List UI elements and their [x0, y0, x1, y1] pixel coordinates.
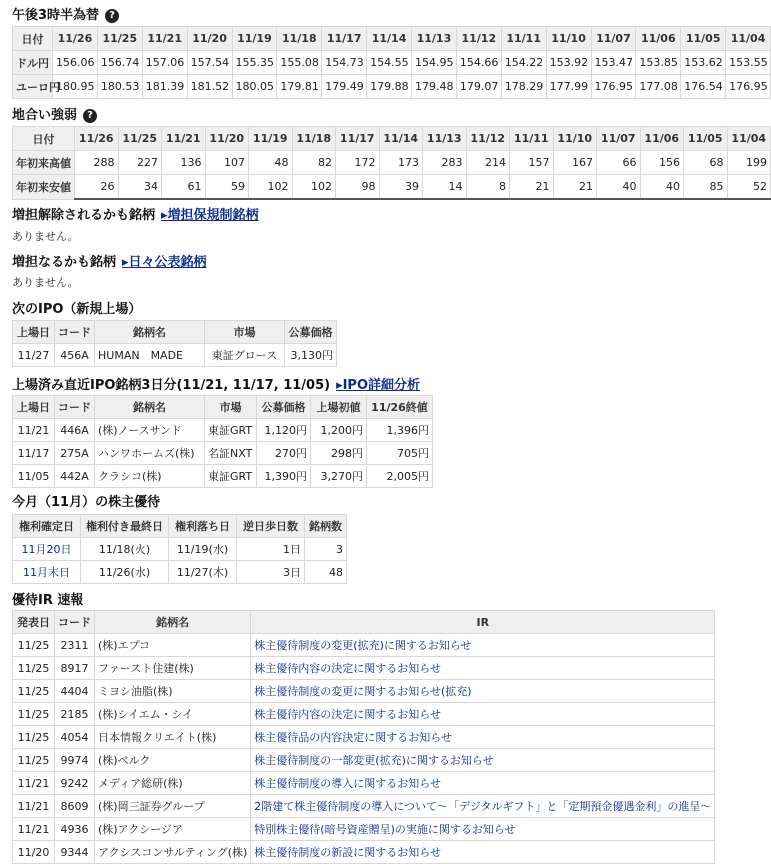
date-header: 11/05 — [684, 127, 728, 151]
table-link[interactable]: 株主優待内容の決定に関するお知らせ — [251, 703, 715, 726]
date-header: 11/07 — [591, 27, 636, 51]
value-cell: 61 — [162, 175, 206, 200]
value-cell: 179.49 — [322, 75, 367, 99]
margin-regulation-link[interactable]: ▸増担保規制銘柄 — [161, 208, 259, 223]
table-link[interactable]: 株主優待内容の決定に関するお知らせ — [251, 657, 715, 680]
table-link[interactable]: 株主優待制度の一部変更(拡充)に関するお知らせ — [251, 749, 715, 772]
value-cell: 48 — [249, 151, 293, 175]
value-cell: 214 — [466, 151, 510, 175]
table-cell: 9344 — [55, 841, 95, 864]
table-cell: 11/25 — [13, 703, 55, 726]
table-row — [13, 561, 347, 584]
value-cell: 176.54 — [681, 75, 726, 99]
date-header: 11/17 — [336, 127, 380, 151]
table-cell: 705円 — [367, 442, 433, 465]
table-cell: 1日 — [237, 538, 305, 561]
column-header: 逆日歩日数 — [237, 515, 305, 538]
table-link[interactable]: 株主優待品の内容決定に関するお知らせ — [251, 726, 715, 749]
value-cell: 180.53 — [97, 75, 142, 99]
value-cell: 39 — [379, 175, 423, 200]
ipo-analysis-link[interactable]: ▸IPO詳細分析 — [336, 378, 421, 393]
table-link[interactable]: 株主優待制度の変更に関するお知らせ(拡充) — [251, 680, 715, 703]
date-header: 11/12 — [466, 127, 510, 151]
table-cell: ファースト住建(株) — [95, 657, 251, 680]
daily-announce-link[interactable]: ▸日々公表銘柄 — [122, 255, 207, 270]
table-cell: 11/21 — [13, 419, 55, 442]
table-cell: 4936 — [55, 818, 95, 841]
date-header-label: 日付 — [13, 27, 53, 51]
table-row — [13, 657, 715, 680]
date-header: 11/10 — [553, 127, 597, 151]
value-cell: 154.95 — [412, 51, 457, 75]
header-row — [13, 396, 433, 419]
table-row — [13, 680, 715, 703]
table-cell: 3,130円 — [285, 344, 337, 367]
value-cell: 156.74 — [97, 51, 142, 75]
date-header: 11/25 — [118, 127, 162, 151]
table-cell: ハンワホームズ(株) — [95, 442, 205, 465]
header-row — [13, 127, 771, 151]
value-cell: 154.66 — [456, 51, 501, 75]
value-cell: 82 — [292, 151, 336, 175]
column-header: 銘柄数 — [305, 515, 347, 538]
table-cell: メディア総研(株) — [95, 772, 251, 795]
table-cell: 11/21 — [13, 795, 55, 818]
value-cell: 153.62 — [681, 51, 726, 75]
table-cell: 11/27(木) — [169, 561, 237, 584]
date-header: 11/18 — [292, 127, 336, 151]
row-label: ドル円 — [13, 51, 53, 75]
date-header: 11/07 — [597, 127, 641, 151]
value-cell: 136 — [162, 151, 206, 175]
date-header: 11/26 — [75, 127, 119, 151]
column-header: 11/26終値 — [367, 396, 433, 419]
margin-release-note: ありません。 — [12, 230, 79, 243]
value-cell: 227 — [118, 151, 162, 175]
recent-ipo-table — [12, 395, 433, 488]
date-header: 11/25 — [97, 27, 142, 51]
table-cell: アクシスコンサルティング(株) — [95, 841, 251, 864]
value-cell: 102 — [292, 175, 336, 200]
margin-add-note: ありません。 — [12, 276, 79, 289]
table-cell: 11/20 — [13, 841, 55, 864]
table-cell: 11/05 — [13, 465, 55, 488]
table-cell: (株)アクシージア — [95, 818, 251, 841]
value-cell: 8 — [466, 175, 510, 200]
help-icon[interactable]: ? — [83, 109, 97, 123]
table-cell: 東証グロース — [205, 344, 285, 367]
value-cell: 68 — [684, 151, 728, 175]
table-cell: 456A — [55, 344, 95, 367]
table-cell: 1,390円 — [257, 465, 311, 488]
date-header-label: 日付 — [13, 127, 75, 151]
column-header: 上場日 — [13, 321, 55, 344]
table-cell: 11/25 — [13, 749, 55, 772]
table-cell: 1,396円 — [367, 419, 433, 442]
row-label: 年初来高値 — [13, 151, 75, 175]
value-cell: 102 — [249, 175, 293, 200]
table-row — [13, 795, 715, 818]
table-cell: 東証GRT — [205, 465, 257, 488]
table-cell: 3 — [305, 538, 347, 561]
value-cell: 157.54 — [187, 51, 232, 75]
table-row — [13, 703, 715, 726]
value-cell: 153.47 — [591, 51, 636, 75]
value-cell: 34 — [118, 175, 162, 200]
next-ipo-table — [12, 320, 337, 367]
column-header: 市場 — [205, 396, 257, 419]
value-cell: 157.06 — [142, 51, 187, 75]
date-header: 11/17 — [322, 27, 367, 51]
fx-row — [13, 75, 771, 99]
fx-title: 午後3時半為替 — [12, 8, 100, 23]
fx-row — [13, 51, 771, 75]
table-cell: 1,120円 — [257, 419, 311, 442]
table-row — [13, 726, 715, 749]
table-cell: 3,270円 — [311, 465, 367, 488]
table-link[interactable]: 特別株主優待(暗号資産贈呈)の実施に関するお知らせ — [251, 818, 715, 841]
help-icon[interactable]: ? — [105, 9, 119, 23]
date-header: 11/12 — [456, 27, 501, 51]
table-cell: 2185 — [55, 703, 95, 726]
column-header: 公募価格 — [257, 396, 311, 419]
value-cell: 181.39 — [142, 75, 187, 99]
table-cell: (株)エプコ — [95, 634, 251, 657]
value-cell: 21 — [553, 175, 597, 200]
recent-ipo-title: 上場済み直近IPO銘柄3日分(11/21, 11/17, 11/05) ▸IPO詳細分析 — [12, 378, 421, 393]
column-header: 銘柄名 — [95, 611, 251, 634]
table-cell: (株)岡三証券グループ — [95, 795, 251, 818]
value-cell: 199 — [727, 151, 771, 175]
column-header: コード — [55, 611, 95, 634]
value-cell: 179.88 — [367, 75, 412, 99]
table-cell: 11/19(水) — [169, 538, 237, 561]
column-header: 権利落ち日 — [169, 515, 237, 538]
column-header: 上場初値 — [311, 396, 367, 419]
table-cell: 名証NXT — [205, 442, 257, 465]
date-header: 11/21 — [142, 27, 187, 51]
yutai-ir-table — [12, 610, 715, 864]
table-link[interactable]: 11月末日 — [13, 561, 81, 584]
value-cell: 26 — [75, 175, 119, 200]
value-cell: 156.06 — [53, 51, 98, 75]
table-cell: 11/27 — [13, 344, 55, 367]
column-header: 公募価格 — [285, 321, 337, 344]
table-cell: 11/25 — [13, 726, 55, 749]
table-cell: 11/17 — [13, 442, 55, 465]
table-cell: 11/18(火) — [81, 538, 169, 561]
column-header: 発表日 — [13, 611, 55, 634]
table-row — [13, 465, 433, 488]
header-row — [13, 515, 347, 538]
yutai-ir-title: 優待IR 速報 — [12, 593, 84, 608]
yutai-month-title: 今月（11月）の株主優待 — [12, 495, 161, 510]
table-row — [13, 442, 433, 465]
column-header: 市場 — [205, 321, 285, 344]
table-cell: 8609 — [55, 795, 95, 818]
strength-table — [12, 126, 771, 200]
table-row — [13, 344, 337, 367]
strength-title: 地合い強弱 — [12, 108, 78, 123]
column-header: コード — [55, 321, 95, 344]
table-cell: 442A — [55, 465, 95, 488]
value-cell: 180.95 — [53, 75, 98, 99]
table-cell: クラシコ(株) — [95, 465, 205, 488]
table-cell: (株)ノースサンド — [95, 419, 205, 442]
table-link[interactable]: 株主優待制度の変更(拡充)に関するお知らせ — [251, 634, 715, 657]
table-cell: 9974 — [55, 749, 95, 772]
table-cell: HUMAN MADE — [95, 344, 205, 367]
table-cell: (株)ベルク — [95, 749, 251, 772]
table-link[interactable]: 2階建て株主優待制度の導入について～「デジタルギフト」と「定期預金優遇金利」の進呈～ — [251, 795, 715, 818]
margin-release-title: 増担解除されるかも銘柄 ▸増担保規制銘柄 — [12, 208, 259, 223]
value-cell: 155.35 — [232, 51, 277, 75]
strength-row — [13, 151, 771, 175]
value-cell: 173 — [379, 151, 423, 175]
table-cell: 275A — [55, 442, 95, 465]
table-row — [13, 538, 347, 561]
table-cell: 1,200円 — [311, 419, 367, 442]
value-cell: 52 — [727, 175, 771, 200]
value-cell: 85 — [684, 175, 728, 200]
table-cell: 4404 — [55, 680, 95, 703]
date-header: 11/19 — [249, 127, 293, 151]
value-cell: 66 — [597, 151, 641, 175]
table-cell: 11/26(水) — [81, 561, 169, 584]
value-cell: 176.95 — [726, 75, 771, 99]
value-cell: 107 — [205, 151, 249, 175]
table-cell: 11/25 — [13, 657, 55, 680]
table-cell: 日本情報クリエイト(株) — [95, 726, 251, 749]
value-cell: 283 — [423, 151, 467, 175]
table-cell: 298円 — [311, 442, 367, 465]
table-link[interactable]: 株主優待制度の新設に関するお知らせ — [251, 841, 715, 864]
value-cell: 172 — [336, 151, 380, 175]
date-header: 11/10 — [546, 27, 591, 51]
value-cell: 98 — [336, 175, 380, 200]
date-header: 11/18 — [277, 27, 322, 51]
table-cell: 8917 — [55, 657, 95, 680]
value-cell: 176.95 — [591, 75, 636, 99]
value-cell: 157 — [510, 151, 554, 175]
date-header: 11/14 — [367, 27, 412, 51]
header-row — [13, 27, 771, 51]
table-cell: 270円 — [257, 442, 311, 465]
table-cell: 9242 — [55, 772, 95, 795]
value-cell: 154.73 — [322, 51, 367, 75]
yutai-month-table — [12, 514, 347, 584]
column-header: 権利付き最終日 — [81, 515, 169, 538]
column-header: IR — [251, 611, 715, 634]
table-link[interactable]: 11月20日 — [13, 538, 81, 561]
date-header: 11/13 — [412, 27, 457, 51]
fx-section-title — [12, 4, 119, 23]
date-header: 11/06 — [640, 127, 684, 151]
column-header: 上場日 — [13, 396, 55, 419]
table-cell: 11/25 — [13, 634, 55, 657]
value-cell: 21 — [510, 175, 554, 200]
value-cell: 155.08 — [277, 51, 322, 75]
table-cell: 446A — [55, 419, 95, 442]
date-header: 11/06 — [636, 27, 681, 51]
table-row — [13, 772, 715, 795]
value-cell: 40 — [597, 175, 641, 200]
row-label: ユーロ円 — [13, 75, 53, 99]
table-row — [13, 749, 715, 772]
date-header: 11/14 — [379, 127, 423, 151]
date-header: 11/26 — [53, 27, 98, 51]
value-cell: 180.05 — [232, 75, 277, 99]
value-cell: 178.29 — [501, 75, 546, 99]
value-cell: 156 — [640, 151, 684, 175]
header-row — [13, 611, 715, 634]
table-cell: 東証GRT — [205, 419, 257, 442]
strength-section-title — [12, 104, 97, 123]
value-cell: 179.81 — [277, 75, 322, 99]
margin-add-title: 増担なるかも銘柄 ▸日々公表銘柄 — [12, 255, 207, 270]
strength-row — [13, 175, 771, 200]
value-cell: 154.22 — [501, 51, 546, 75]
table-cell: ミヨシ油脂(株) — [95, 680, 251, 703]
date-header: 11/04 — [727, 127, 771, 151]
date-header: 11/13 — [423, 127, 467, 151]
table-link[interactable]: 株主優待制度の導入に関するお知らせ — [251, 772, 715, 795]
value-cell: 153.85 — [636, 51, 681, 75]
table-cell: 4054 — [55, 726, 95, 749]
fx-table — [12, 26, 771, 99]
header-row — [13, 321, 337, 344]
column-header: 銘柄名 — [95, 321, 205, 344]
table-cell: 11/21 — [13, 772, 55, 795]
column-header: コード — [55, 396, 95, 419]
date-header: 11/21 — [162, 127, 206, 151]
value-cell: 153.92 — [546, 51, 591, 75]
table-cell: 11/25 — [13, 680, 55, 703]
date-header: 11/20 — [205, 127, 249, 151]
date-header: 11/04 — [726, 27, 771, 51]
next-ipo-title: 次のIPO（新規上場） — [12, 302, 142, 317]
row-label: 年初来安値 — [13, 175, 75, 200]
table-row — [13, 634, 715, 657]
value-cell: 40 — [640, 175, 684, 200]
table-cell: 3日 — [237, 561, 305, 584]
column-header: 銘柄名 — [95, 396, 205, 419]
column-header: 権利確定日 — [13, 515, 81, 538]
table-cell: 2311 — [55, 634, 95, 657]
value-cell: 181.52 — [187, 75, 232, 99]
value-cell: 179.48 — [412, 75, 457, 99]
table-row — [13, 818, 715, 841]
value-cell: 177.99 — [546, 75, 591, 99]
date-header: 11/05 — [681, 27, 726, 51]
table-cell: 48 — [305, 561, 347, 584]
table-cell: (株)シイエム・シイ — [95, 703, 251, 726]
table-row — [13, 841, 715, 864]
value-cell: 179.07 — [456, 75, 501, 99]
value-cell: 288 — [75, 151, 119, 175]
date-header: 11/11 — [510, 127, 554, 151]
value-cell: 167 — [553, 151, 597, 175]
date-header: 11/20 — [187, 27, 232, 51]
table-cell: 11/21 — [13, 818, 55, 841]
value-cell: 154.55 — [367, 51, 412, 75]
date-header: 11/19 — [232, 27, 277, 51]
value-cell: 177.08 — [636, 75, 681, 99]
value-cell: 153.55 — [726, 51, 771, 75]
table-row — [13, 419, 433, 442]
value-cell: 59 — [205, 175, 249, 200]
table-cell: 2,005円 — [367, 465, 433, 488]
value-cell: 14 — [423, 175, 467, 200]
date-header: 11/11 — [501, 27, 546, 51]
